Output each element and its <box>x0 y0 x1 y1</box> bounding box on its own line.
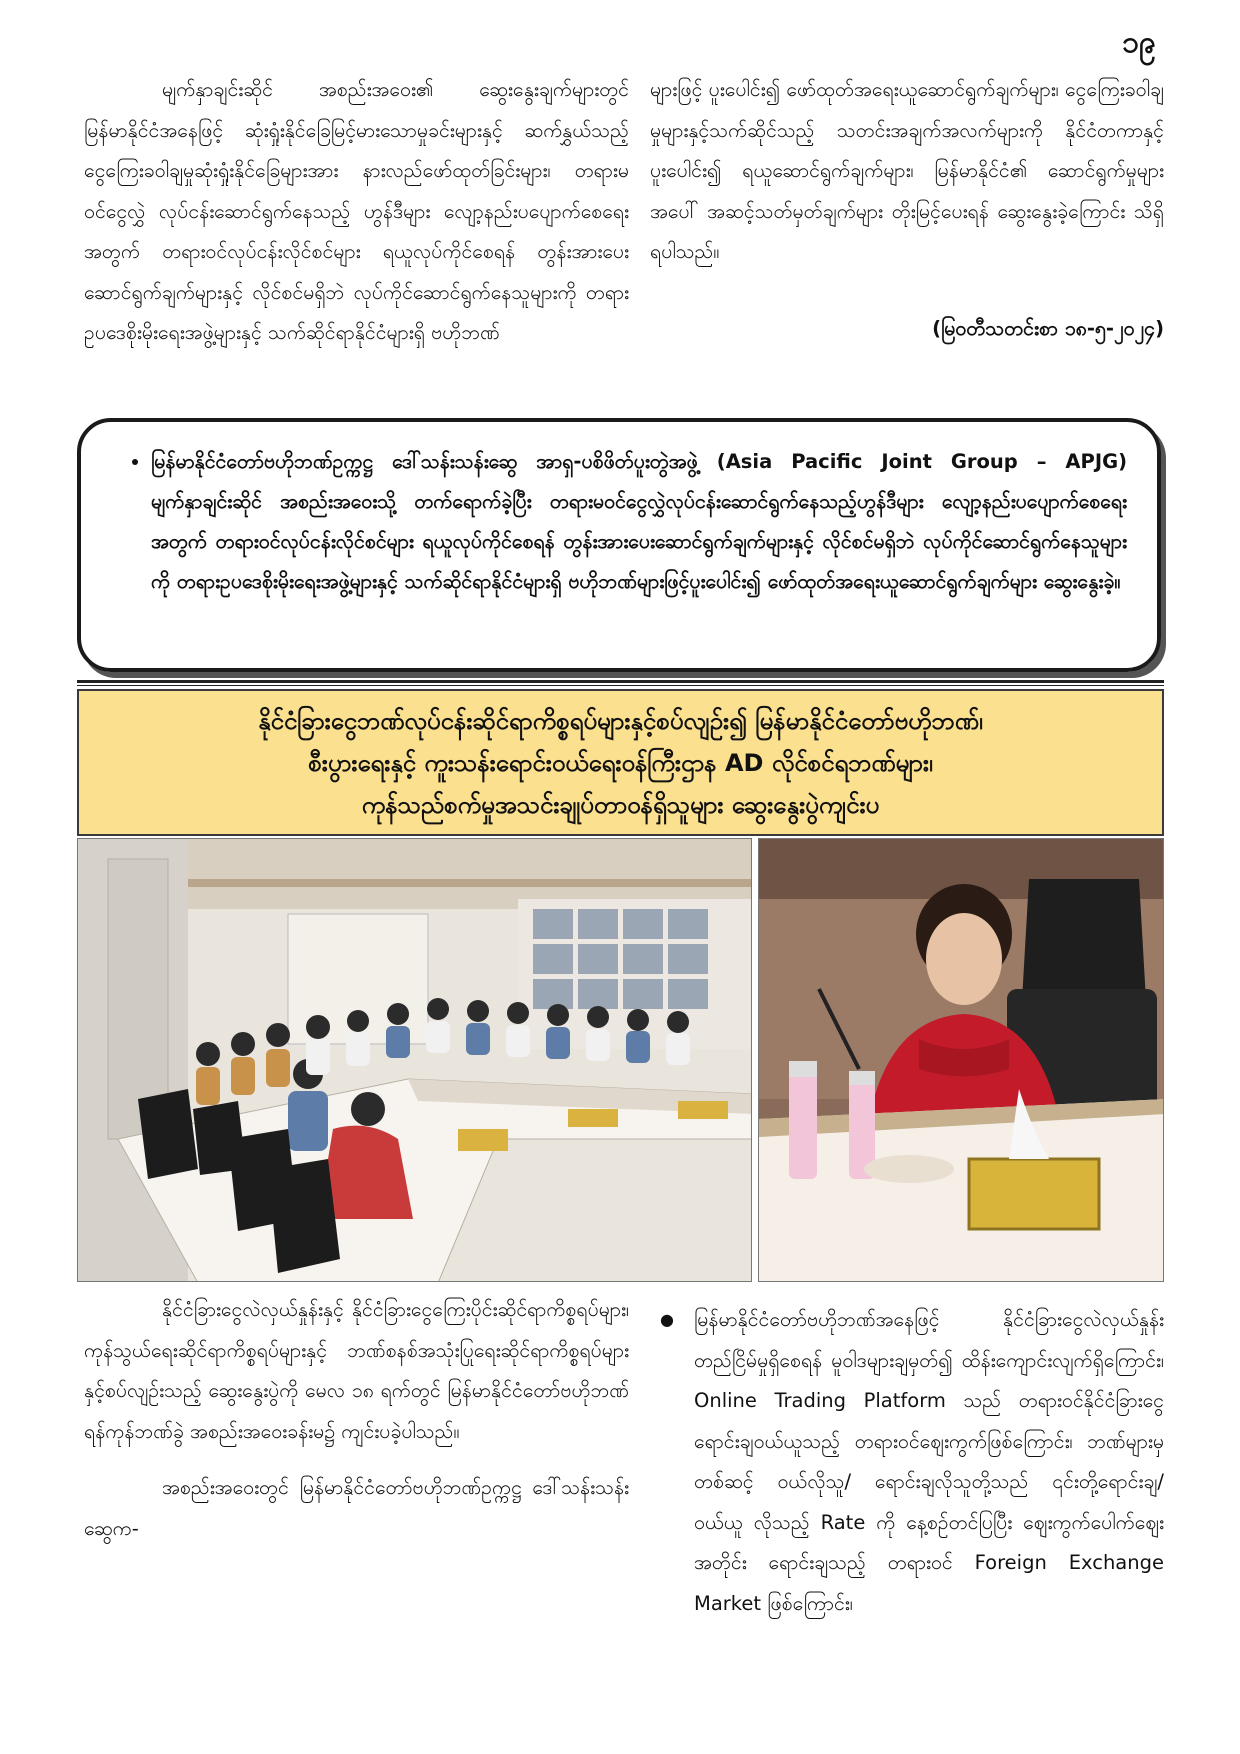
statement-bullet: ● မြန်မာနိုင်ငံတော်ဗဟိုဘဏ်အနေဖြင့် နိုင်ငံခြားငွေလဲလှယ်နှုန်း တည်ငြိမ်မှုရှိစေရန် မူဝါဒများချမှတ်၍ ထိန်းကျောင်းလျက်ရှိကြောင်း၊ Online Trading Platform သည် တရားဝင်နိုင်ငံခြားငွေရောင်းချဝယ်ယူသည့် တရားဝင်ဈေးကွက်ဖြစ်ကြောင်း၊ ဘဏ်များမှတစ်ဆင့် ဝယ်လိုသူ/ ရောင်းချလိုသူတို့သည် ၎င်းတို့ရောင်းချ/ ဝယ်ယူ လိုသည့် Rate ကို နေ့စဉ်တင်ပြပြီး ဈေးကွက်ပေါက်ဈေးအတိုင်း ရောင်းချသည့် တရားဝင် Foreign Exchange Market ဖြစ်ကြောင်း၊ <box>660 1300 1164 1624</box>
chairperson-illustration <box>759 839 1164 1282</box>
article-column-top-left <box>84 70 629 354</box>
meeting-room-photo <box>77 838 752 1282</box>
article-column-top-right <box>650 70 1164 349</box>
chairperson-photo <box>758 838 1164 1282</box>
source-citation: (မြဝတီသတင်းစာ ၁၈-၅-၂၀၂၄) <box>932 316 1164 340</box>
headline-line-2: စီးပွားရေးနှင့် ကူးသန်းရောင်းဝယ်ရေးဝန်ကြီးဌာန AD လိုင်စင်ရဘဏ်များ၊ <box>308 748 933 777</box>
summary-box <box>77 418 1161 672</box>
article-column-bottom-right <box>660 1300 1164 1624</box>
page-number: ၁၉ <box>1122 25 1156 60</box>
headline-banner <box>77 689 1164 836</box>
divider-rule <box>77 685 1164 686</box>
divider-rule <box>77 680 1164 683</box>
article-paragraph: များဖြင့် ပူးပေါင်း၍ ဖော်ထုတ်အရေးယူဆောင်ရွက်ချက်များ၊ ငွေကြေးခဝါချမှုများနှင့်သက်ဆိုင်သည့် သတင်းအချက်အလက်များကို နိုင်ငံတကာနှင့်ပူးပေါင်း၍ ရယူဆောင်ရွက်ချက်များ၊ မြန်မာနိုင်ငံ၏ ဆောင်ရွက်မှုများအပေါ် အဆင့်သတ်မှတ်ချက်များ တိုးမြင့်ပေးရန် ဆွေးနွေးခဲ့ကြောင်း သိရှိရပါသည်။ <box>650 78 1164 263</box>
headline-line-1: နိုင်ငံခြားငွေဘဏ်လုပ်ငန်းဆိုင်ရာကိစ္စရပ်များနှင့်စပ်လျဉ်း၍ မြန်မာနိုင်ငံတော်ဗဟိုဘဏ်၊ <box>258 706 983 735</box>
summary-bullet: • မြန်မာနိုင်ငံတော်ဗဟိုဘဏ်ဥက္ကဋ္ဌ ဒေါ်သန်းသန်းဆွေ အာရှ-ပစိဖိတ်ပူးတွဲအဖွဲ့ (Asia Pacific Joint Group – APJG) မျက်နှာချင်းဆိုင် အစည်းအဝေးသို့ တက်ရောက်ခဲ့ပြီး တရားမဝင်ငွေလွှဲလုပ်ငန်းဆောင်ရွက်နေသည့်ဟွန်ဒီများ လျော့နည်းပပျောက်စေရေးအတွက် တရားဝင်လုပ်ငန်းလိုင်စင်များ ရယူလုပ်ကိုင်စေရန် တွန်းအားပေးဆောင်ရွက်ချက်များနှင့် လိုင်စင်မရှိဘဲ လုပ်ကိုင်ဆောင်ရွက်နေသူများကို တရားဥပဒေစိုးမိုးရေးအဖွဲ့များနှင့် သက်ဆိုင်ရာနိုင်ငံများရှိ ဗဟိုဘဏ်များဖြင့်ပူးပေါင်း၍ ဖော်ထုတ်အရေးယူဆောင်ရွက်ချက်များ ဆွေးနွေးခဲ့။ <box>151 442 1127 602</box>
article-paragraph: နိုင်ငံခြားငွေလဲလှယ်နှုန်းနှင့် နိုင်ငံခြားငွေကြေးပိုင်းဆိုင်ရာကိစ္စရပ်များ၊ ကုန်သွယ်ရေးဆိုင်ရာကိစ္စရပ်များနှင့် ဘဏ်စနစ်အသုံးပြုရေးဆိုင်ရာကိစ္စရပ်များနှင့်စပ်လျဉ်းသည့် ဆွေးနွေးပွဲကို မေလ ၁၈ ရက်တွင် မြန်မာနိုင်ငံတော်ဗဟိုဘဏ် ရန်ကုန်ဘဏ်ခွဲ အစည်းအဝေးခန်းမ၌ ကျင်းပခဲ့ပါသည်။ <box>84 1298 629 1443</box>
article-paragraph: အစည်းအဝေးတွင် မြန်မာနိုင်ငံတော်ဗဟိုဘဏ်ဥက္ကဋ္ဌ ဒေါ်သန်းသန်းဆွေက- <box>84 1476 629 1540</box>
article-column-bottom-left <box>84 1290 629 1549</box>
meeting-room-illustration <box>78 839 752 1282</box>
article-paragraph: မျက်နှာချင်းဆိုင် အစည်းအဝေး၏ ဆွေးနွေးချက်များတွင် မြန်မာနိုင်ငံအနေဖြင့် ဆုံးရှုံးနိုင်ခြေမြင့်မားသောမှုခင်းများနှင့် ဆက်နွှယ်သည့် ငွေကြေးခဝါချမှုဆုံးရှုံးနိုင်ခြေများအား နားလည်ဖော်ထုတ်ခြင်းများ၊ တရားမဝင်ငွေလွှဲ လုပ်ငန်းဆောင်ရွက်နေသည့် ဟွန်ဒီများ လျော့နည်းပပျောက်စေရေးအတွက် တရားဝင်လုပ်ငန်းလိုင်စင်များ ရယူလုပ်ကိုင်စေရန် တွန်းအားပေးဆောင်ရွက်ချက်များနှင့် လိုင်စင်မရှိဘဲ လုပ်ကိုင်ဆောင်ရွက်နေသူများကို တရားဥပဒေစိုးမိုးရေးအဖွဲ့များနှင့် သက်ဆိုင်ရာနိုင်ငံများရှိ ဗဟိုဘဏ် <box>84 78 629 344</box>
headline-line-3: ကုန်သည်စက်မှုအသင်းချုပ်တာဝန်ရှိသူများ ဆွေးနွေးပွဲကျင်းပ <box>361 790 880 819</box>
